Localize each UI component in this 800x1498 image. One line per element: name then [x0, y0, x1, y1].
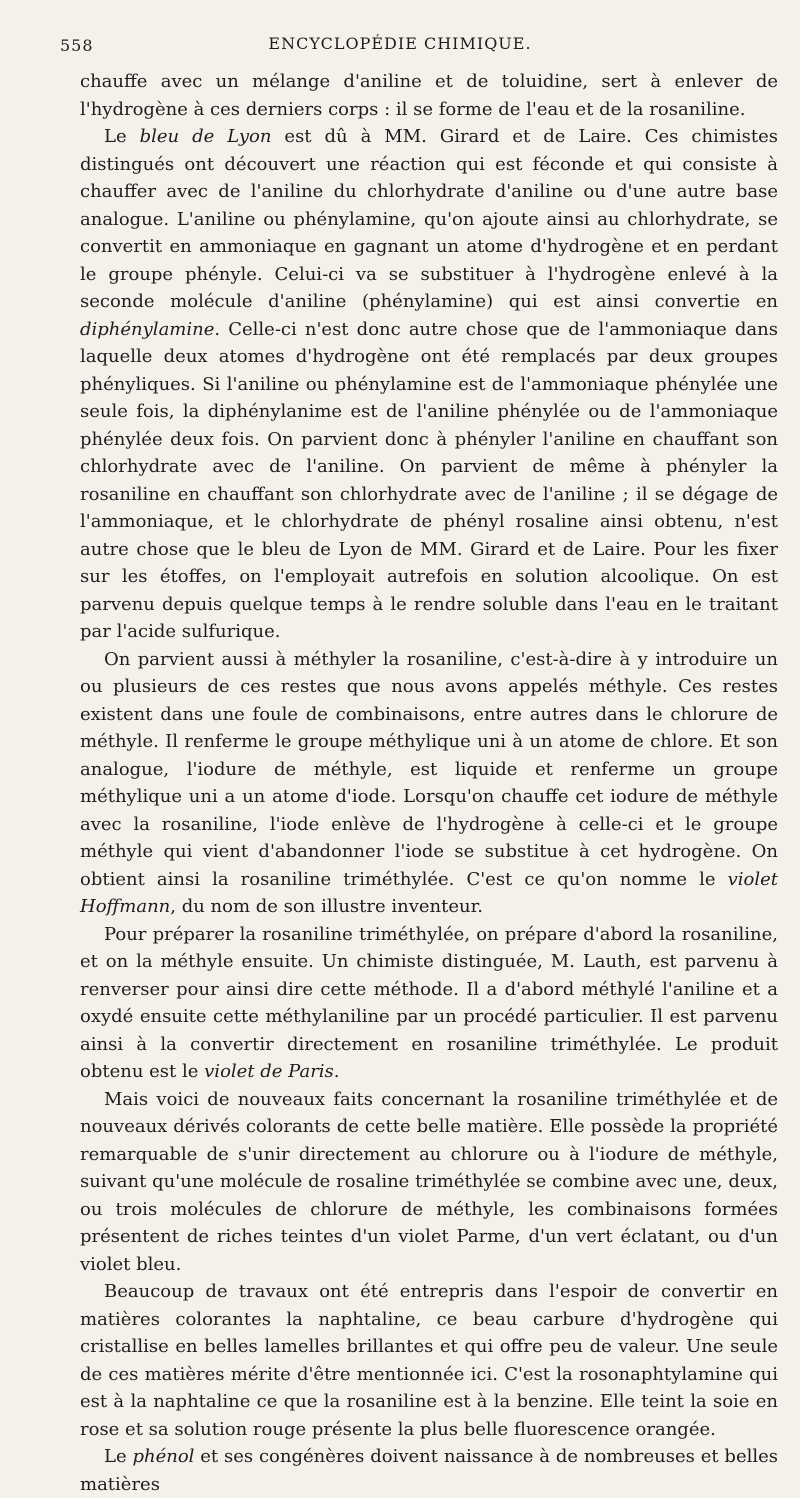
paragraph-4 [80, 921, 778, 1086]
paragraph-4-start: Pour préparer la rosaniline triméthylée, on prépare d'abord la rosaniline, et on la méthyle ensuite. Un chimiste distinguée, M. Lauth, est parvenu à renverser pour ainsi dire cette méthode. Il a d'abord méthylé l'aniline et a oxydé ensuite cette méthylaniline par un procédé particulier. Il est parvenu ainsi à la convertir directement en rosaniline triméthylée. Le produit obtenu est le [80, 923, 778, 1082]
paragraph-7 [80, 1443, 778, 1498]
paragraph-6 [80, 1278, 778, 1443]
body-text [80, 68, 778, 1498]
paragraph-5 [80, 1086, 778, 1279]
paragraph-2-mid: est dû à MM. Girard et de Laire. Ces chimistes distingués ont découvert une réaction qui est féconde et qui consiste à chauffer avec de l'aniline du chlorhydrate d'aniline ou d'une autre base analogue. L'aniline ou phénylamine, qu'on ajoute ainsi au chlorhydrate, se convertit en ammoniaque en gagnant un atome d'hydrogène et en perdant le groupe phényle. Celui-ci va se substituer à l'hydrogène enlevé à la seconde molécule d'aniline (phénylamine) qui est ainsi convertie en [80, 126, 778, 312]
term-diphenylamine: diphénylamine [80, 318, 215, 340]
paragraph-3-start: On parvient aussi à méthyler la rosaniline, c'est-à-dire à y introduire un ou plusieurs de ces restes que nous avons appelés méthyle. Ces restes existent dans une foule de combinaisons, entre autres dans le chlorure de méthyle. Il renferme le groupe méthylique uni à un atome de chlore. Et son analogue, l'iodure de méthyle, est liquide et renferme un groupe méthylique uni a un atome d'iode. Lorsqu'on chauffe cet iodure de méthyle avec la rosaniline, l'iode enlève de l'hydrogène à celle-ci et le groupe méthyle qui vient d'abandonner l'iode se substitue à cet hydrogène. On obtient ainsi la rosaniline triméthylée. C'est ce qu'on nomme le [80, 648, 778, 890]
paragraph-2-start: Le [104, 126, 140, 147]
paragraph-3-end: , du nom de son illustre inventeur. [170, 896, 483, 917]
paragraph-2 [80, 123, 778, 646]
paragraph-1 [80, 68, 778, 123]
term-violet-hoffmann: violet Hoffmann [80, 868, 778, 917]
paragraph-7-end: et ses congénères doivent naissance à de nombreuses et belles matières [80, 1446, 778, 1495]
paragraph-6-text: Beaucoup de travaux ont été entrepris dans l'espoir de convertir en matières colorantes la naphtaline, ce beau carbure d'hydrogène qui cristallise en belles lamelles brillantes et qui offre peu de valeur. Une seule de ces matières mérite d'être mentionnée ici. C'est la rosonaphtylamine qui est à la naphtaline ce que la rosaniline est à la benzine. Elle teint la soie en rose et sa solution rouge présente la plus belle fluorescence orangée. [80, 1281, 778, 1440]
term-phenol: phénol [132, 1446, 195, 1467]
page-number: 558 [60, 36, 94, 55]
paragraph-4-end: . [333, 1061, 340, 1082]
paragraph-2-end: . Celle-ci n'est donc autre chose que de l'ammoniaque dans laquelle deux atomes d'hydrogène ont été remplacés par deux groupes phényliques. Si l'aniline ou phénylamine est de l'ammoniaque phénylée une seule fois, la diphénylanime est de l'aniline phénylée ou de l'ammoniaque phénylée deux fois. On parvient donc à phényler l'aniline en chauffant son chlorhydrate avec de l'aniline. On parvient de même à phényler la rosaniline en chauffant son chlorhydrate avec de l'aniline ; il se dégage de l'ammoniaque, et le chlorhydrate de phényl rosaline ainsi obtenu, n'est autre chose que le bleu de Lyon de MM. Girard et de Laire. Pour les fixer sur les étoffes, on l'employait autrefois en solution alcoolique. On est parvenu depuis quelque temps à le rendre soluble dans l'eau en le traitant par l'acide sulfurique. [80, 318, 778, 642]
paragraph-7-start: Le [104, 1446, 133, 1467]
paragraph-3 [80, 646, 778, 921]
running-head: ENCYCLOPÉDIE CHIMIQUE. [268, 34, 532, 53]
paragraph-5-text: Mais voici de nouveaux faits concernant la rosaniline triméthylée et de nouveaux dérivés colorants de cette belle matière. Elle possède la propriété remarquable de s'unir directement au chlorure ou à l'iodure de méthyle, suivant qu'une molécule de rosaline triméthylée se combine avec une, deux, ou trois molécules de chlorure de méthyle, les combinaisons formées présentent de riches teintes d'un violet Parme, d'un vert éclatant, ou d'un violet bleu. [80, 1088, 778, 1275]
term-bleu-de-lyon: bleu de Lyon [139, 126, 272, 147]
paragraph-1-text: chauffe avec un mélange d'aniline et de toluidine, sert à enlever de l'hydrogène à ces derniers corps : il se forme de l'eau et de la rosaniline. [80, 71, 778, 120]
term-violet-de-paris: violet de Paris [204, 1061, 334, 1082]
